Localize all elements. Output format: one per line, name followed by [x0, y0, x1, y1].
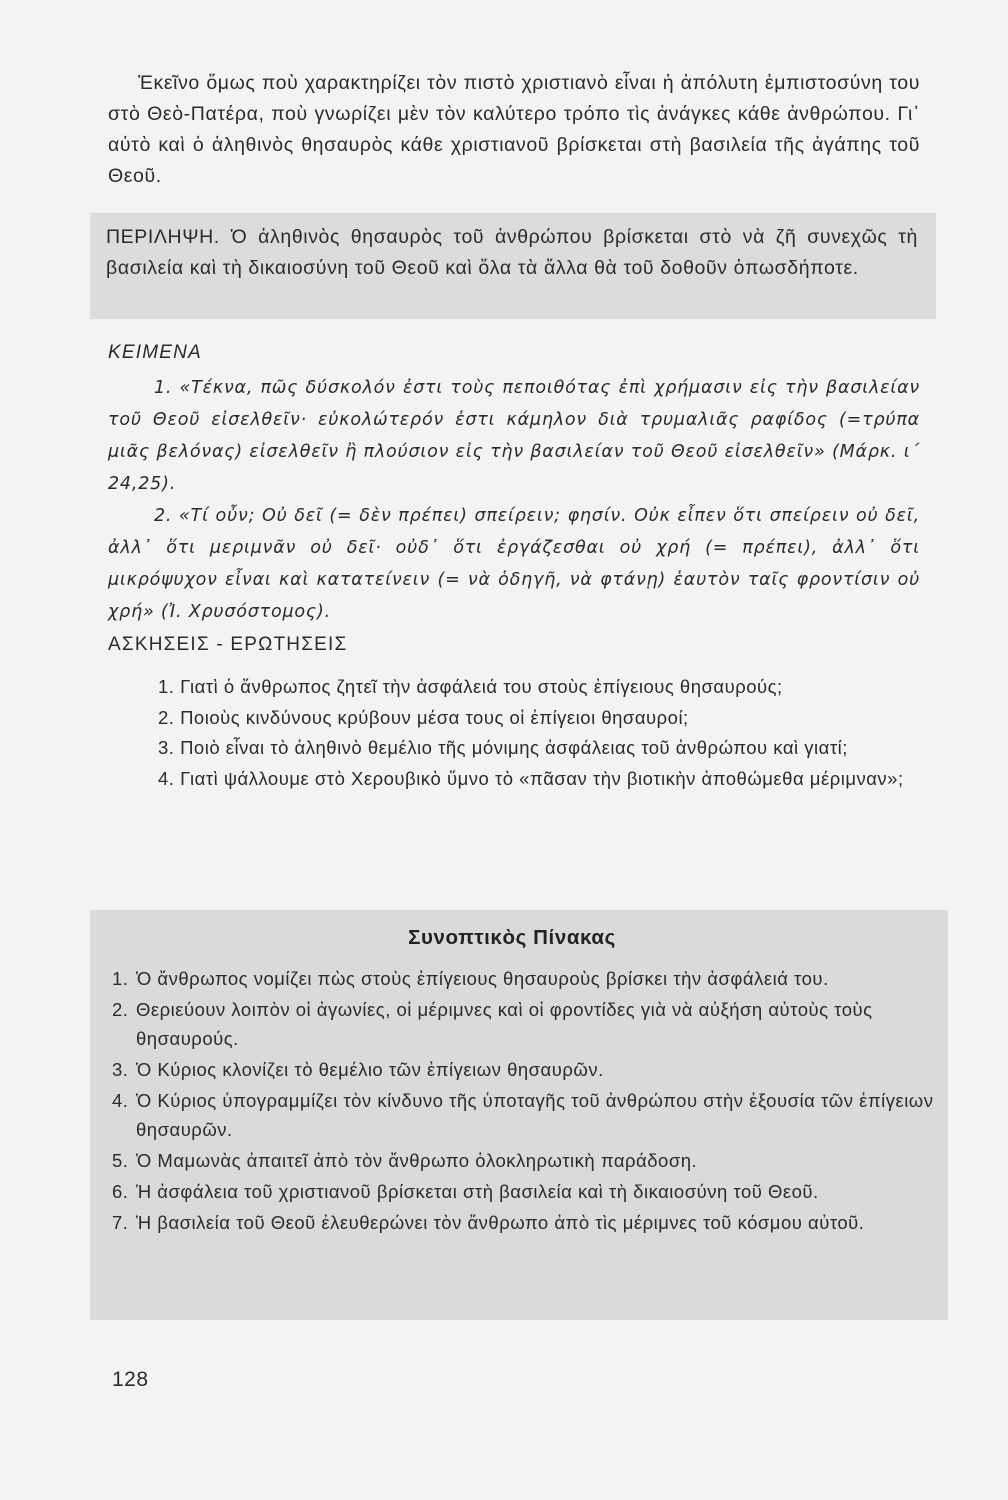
synopsis-item-number: 4.: [112, 1090, 129, 1111]
synopsis-item: [112, 1055, 934, 1084]
synopsis-item-number: 6.: [112, 1181, 129, 1202]
texts-heading: ΚΕΙΜΕΝΑ: [108, 342, 202, 363]
page-number: 128: [112, 1368, 149, 1391]
synopsis-item-number: 5.: [112, 1150, 129, 1171]
synopsis-item: [112, 995, 934, 1053]
exercises-section: [108, 672, 928, 794]
synopsis-item: [112, 1208, 934, 1237]
synopsis-item-text: Ὁ Μαμωνὰς ἀπαιτεῖ ἀπὸ τὸν ἄνθρωπο ὁλοκληρωτικὴ παράδοση.: [136, 1150, 698, 1171]
synopsis-item-number: 2.: [112, 999, 129, 1020]
synopsis-item-text: Ὁ Κύριος ὑπογραμμίζει τὸν κίνδυνο τῆς ὑποταγῆς τοῦ ἀνθρώπου στὴν ἐξουσία τῶν ἐπίγειων θησαυρῶν.: [136, 1090, 934, 1140]
synopsis-item: [112, 1086, 934, 1144]
synopsis-item-text: Ὁ ἄνθρωπος νομίζει πὼς στοὺς ἐπίγειους θησαυροὺς βρίσκει τὴν ἀσφάλειά του.: [136, 968, 829, 989]
exercises-heading: ΑΣΚΗΣΕΙΣ - ΕΡΩΤΗΣΕΙΣ: [108, 634, 348, 655]
synopsis-item: [112, 1146, 934, 1175]
exercise-question-4: 4. Γιατὶ ψάλλουμε στὸ Χερουβικὸ ὕμνο τὸ «πᾶσαν τὴν βιοτικὴν ἀποθώμεθα μέριμναν»;: [158, 767, 904, 789]
synopsis-item-number: 1.: [112, 968, 129, 989]
synopsis-title: Συνοπτικὸς Πίνακας: [408, 926, 616, 949]
synopsis-list: [112, 964, 934, 1239]
synopsis-item-number: 3.: [112, 1059, 129, 1080]
synopsis-item: [112, 964, 934, 993]
texts-section: [108, 372, 920, 628]
exercise-question-3: 3. Ποιὸ εἶναι τὸ ἀληθινὸ θεμέλιο τῆς μόνιμης ἀσφάλειας τοῦ ἀνθρώπου καὶ γιατί;: [158, 737, 848, 758]
exercise-question-1: 1. Γιατὶ ὁ ἄνθρωπος ζητεῖ τὴν ἀσφάλειά του στοὺς ἐπίγειους θησαυρούς;: [158, 676, 783, 697]
synopsis-item-text: Θεριεύουν λοιπὸν οἱ ἀγωνίες, οἱ μέριμνες καὶ οἱ φροντίδες γιὰ νὰ αὐξήση αὐτοὺς τοὺς θησαυρούς.: [136, 999, 873, 1049]
synopsis-item-text: Ὁ Κύριος κλονίζει τὸ θεμέλιο τῶν ἐπίγειων θησαυρῶν.: [136, 1059, 604, 1080]
synopsis-item-number: 7.: [112, 1212, 129, 1233]
intro-paragraph: Ἐκεῖνο ὅμως ποὺ χαρακτηρίζει τὸν πιστὸ χριστιανὸ εἶναι ἡ ἀπόλυτη ἐμπιστοσύνη του στὸ Θεὸ-Πατέρα, ποὺ γνωρίζει μὲν τὸν καλύτερο τρόπο τὶς ἀνάγκες κάθε ἀνθρώπου. Γι᾽ αὐτὸ καὶ ὁ ἀληθινὸς θησαυρὸς κάθε χριστιανοῦ βρίσκεται στὴ βασιλεία τῆς ἀγάπης τοῦ Θεοῦ.: [108, 72, 920, 187]
synopsis-item: [112, 1177, 934, 1206]
synopsis-item-text: Ἡ βασιλεία τοῦ Θεοῦ ἐλευθερώνει τὸν ἄνθρωπο ἀπὸ τὶς μέριμνες τοῦ κόσμου αὐτοῦ.: [136, 1212, 865, 1233]
synopsis-item-text: Ἡ ἀσφάλεια τοῦ χριστιανοῦ βρίσκεται στὴ βασιλεία καὶ τὴ δικαιοσύνη τοῦ Θεοῦ.: [136, 1181, 819, 1202]
text-quote-1: 1. «Τέκνα, πῶς δύσκολόν ἐστι τοὺς πεποιθότας ἐπὶ χρήμασιν εἰς τὴν βασιλείαν τοῦ Θεοῦ εἰσελθεῖν· εὐκολώτερόν ἐστι κάμηλον διὰ τρυμαλιᾶς ραφίδος (=τρύπα μιᾶς βελόνας) εἰσελθεῖν ἢ πλούσιον εἰς τὴν βασιλείαν τοῦ Θεοῦ εἰσελθεῖν» (Μάρκ. ι΄ 24,25).: [108, 378, 920, 494]
text-quote-2: 2. «Τί οὖν; Οὐ δεῖ (= δὲν πρέπει) σπείρειν; φησίν. Οὐκ εἶπεν ὅτι σπείρειν οὐ δεῖ, ἀλλ᾽ ὅτι μεριμνᾶν οὐ δεῖ· οὐδ᾽ ὅτι ἐργάζεσθαι οὐ χρή (= πρέπει), ἀλλ᾽ ὅτι μικρόψυχον εἶναι καὶ κατατείνειν (= νὰ ὁδηγῆ, νὰ φτάνῃ) ἑαυτὸν ταῖς φροντίσιν οὐ χρή» (Ἰ. Χρυσόστομος).: [108, 506, 920, 622]
exercise-question-2: 2. Ποιοὺς κινδύνους κρύβουν μέσα τους οἱ ἐπίγειοι θησαυροί;: [158, 706, 689, 728]
summary-paragraph: ΠΕΡΙΛΗΨΗ. Ὁ ἀληθινὸς θησαυρὸς τοῦ ἀνθρώπου βρίσκεται στὸ νὰ ζῆ συνεχῶς τὴ βασιλεία καὶ τὴ δικαιοσύνη τοῦ Θεοῦ καὶ ὅλα τὰ ἄλλα θὰ τοῦ δοθοῦν ὁπωσδήποτε.: [106, 226, 918, 279]
